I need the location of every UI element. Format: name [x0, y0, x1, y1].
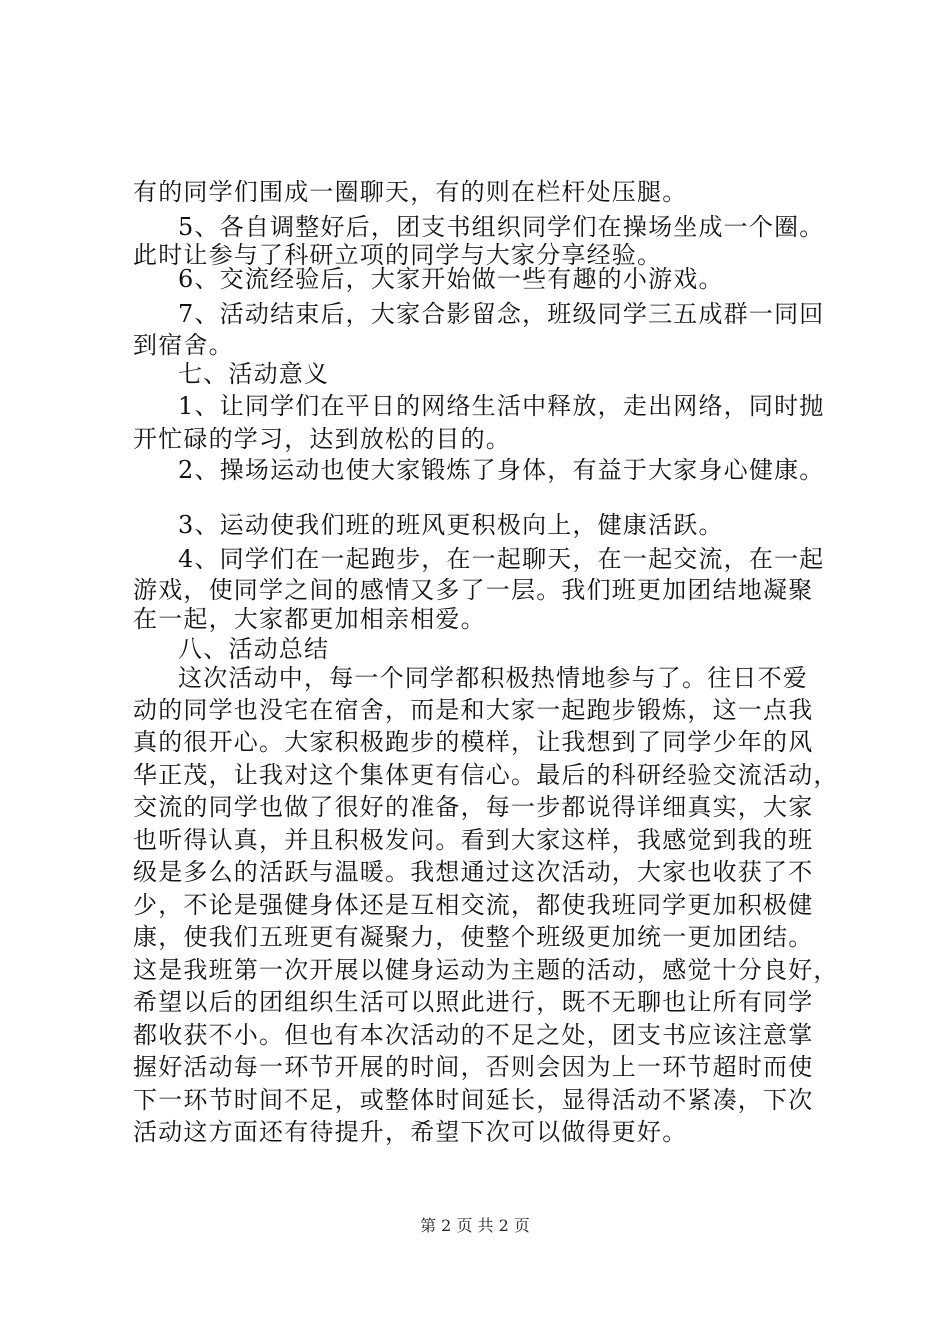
text-line: 在一起，大家都更加相亲相爱。 [133, 605, 486, 633]
page-number-footer: 第 2 页 共 2 页 [420, 1216, 530, 1235]
text-line: 康，使我们五班更有凝聚力，使整个班级更加统一更加团结。 [133, 923, 814, 951]
text-line: 握好活动每一环节开展的时间，否则会因为上一环节超时而使 [133, 1053, 814, 1081]
text-line: 这是我班第一次开展以健身运动为主题的活动，感觉十分良好， [133, 956, 839, 984]
text-line: 希望以后的团组织生活可以照此进行，既不无聊也让所有同学 [133, 988, 814, 1016]
text-line: 真的很开心。大家积极跑步的模样，让我想到了同学少年的风 [133, 728, 814, 756]
text-line: 6、交流经验后，大家开始做一些有趣的小游戏。 [178, 265, 724, 293]
text-line: 动的同学也没宅在宿舍，而是和大家一起跑步锻炼，这一点我 [133, 696, 814, 724]
text-line: 1、让同学们在平日的网络生活中释放，走出网络，同时抛 [178, 392, 825, 420]
text-line: 游戏，使同学之间的感情又多了一层。我们班更加团结地凝聚 [133, 576, 814, 604]
text-line: 4、同学们在一起跑步，在一起聊天，在一起交流，在一起 [178, 545, 825, 573]
text-line: 活动这方面还有待提升，希望下次可以做得更好。 [133, 1118, 688, 1146]
section-heading: 七、活动意义 [178, 360, 330, 388]
text-line: 少，不论是强健身体还是互相交流，都使我班同学更加积极健 [133, 891, 814, 919]
text-line: 华正茂，让我对这个集体更有信心。最后的科研经验交流活动， [133, 761, 839, 789]
text-line: 2、操场运动也使大家锻炼了身体，有益于大家身心健康。 [178, 456, 825, 484]
text-line: 3、运动使我们班的班风更积极向上，健康活跃。 [178, 511, 724, 539]
text-line: 级是多么的活跃与温暖。我想通过这次活动，大家也收获了不 [133, 858, 814, 886]
text-line: 这次活动中，每一个同学都积极热情地参与了。往日不爱 [178, 664, 808, 692]
text-line: 5、各自调整好后，团支书组织同学们在操场坐成一个圈。 [178, 213, 825, 241]
text-line: 有的同学们围成一圈聊天，有的则在栏杆处压腿。 [133, 178, 688, 206]
text-line: 7、活动结束后，大家合影留念，班级同学三五成群一同回 [178, 300, 825, 328]
section-heading: 八、活动总结 [178, 635, 330, 663]
text-line: 此时让参与了科研立项的同学与大家分享经验。 [133, 241, 663, 269]
text-line: 开忙碌的学习，达到放松的目的。 [133, 425, 511, 453]
text-line: 也听得认真，并且积极发问。看到大家这样，我感觉到我的班 [133, 826, 814, 854]
text-line: 交流的同学也做了很好的准备，每一步都说得详细真实，大家 [133, 793, 814, 821]
text-line: 下一环节时间不足，或整体时间延长，显得活动不紧凑，下次 [133, 1086, 814, 1114]
text-line: 到宿舍。 [133, 331, 234, 359]
text-line: 都收获不小。但也有本次活动的不足之处，团支书应该注意掌 [133, 1021, 814, 1049]
